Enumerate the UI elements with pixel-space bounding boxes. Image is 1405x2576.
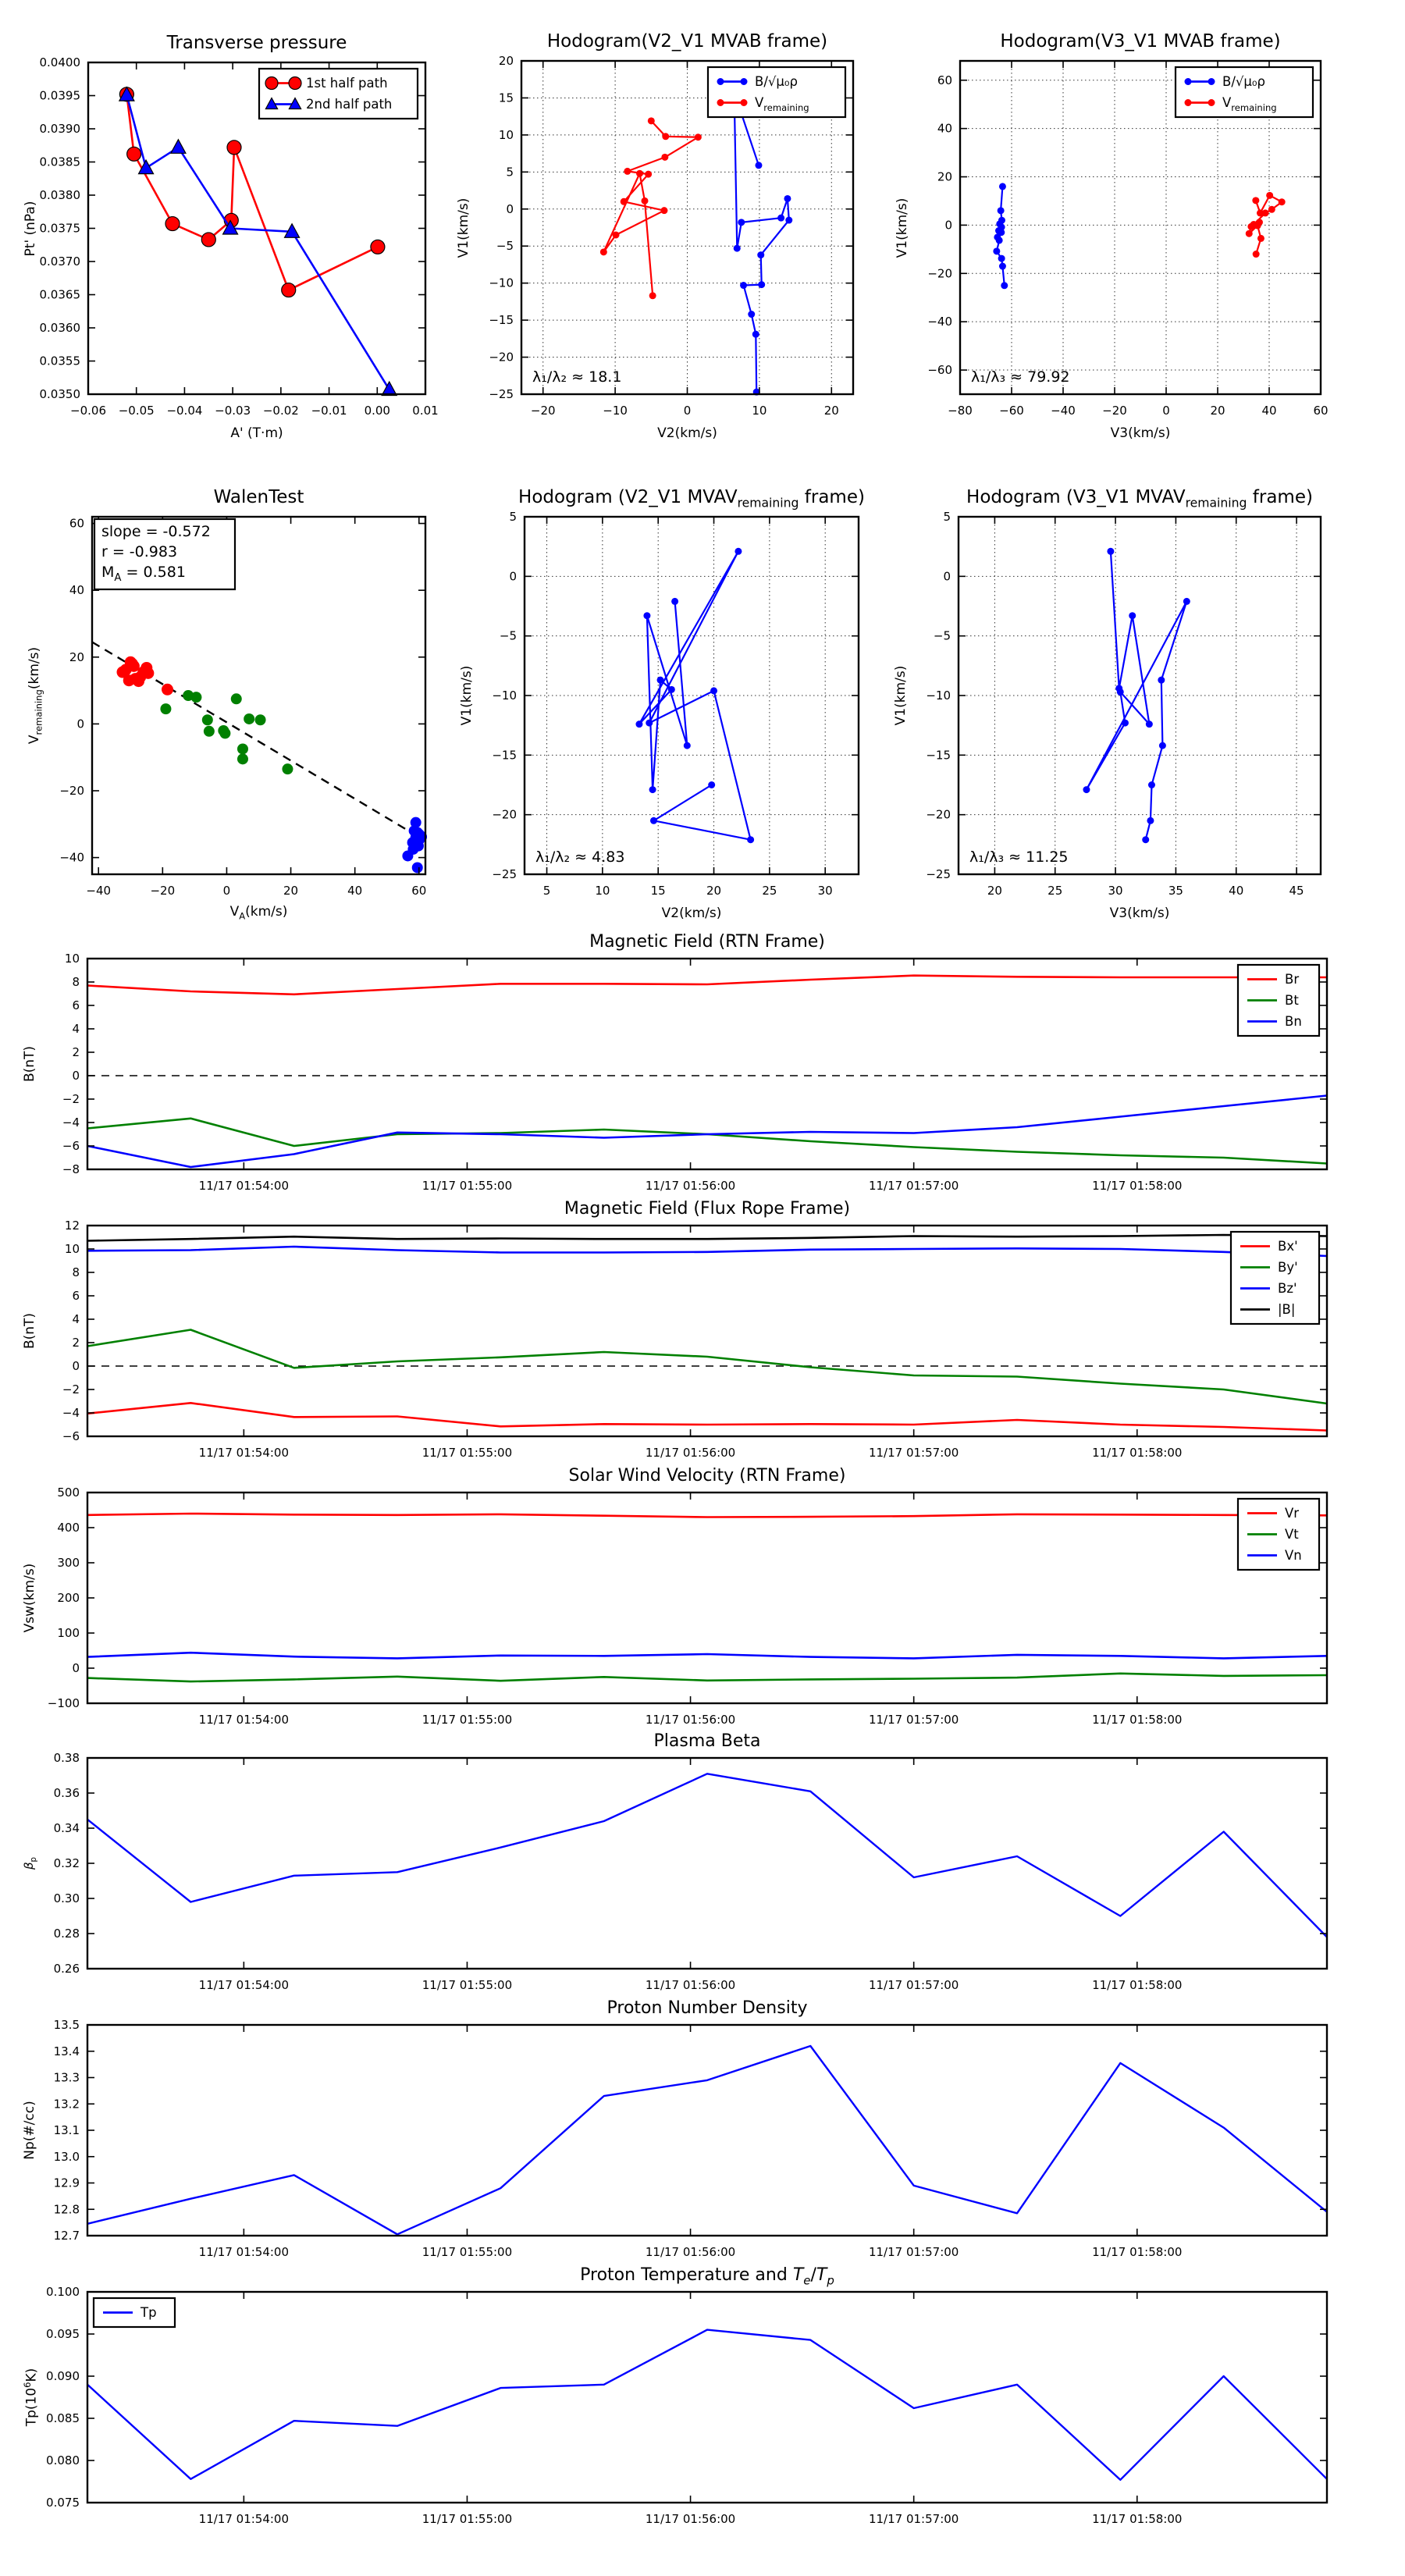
svg-text:11/17 01:55:00: 11/17 01:55:00 [422, 1978, 513, 1992]
svg-text:0.38: 0.38 [53, 1751, 80, 1765]
svg-text:100: 100 [57, 1626, 80, 1640]
svg-text:5: 5 [943, 510, 951, 524]
svg-text:Vremaining: $V_{remaining}$ [1222, 95, 1277, 113]
svg-text:300: 300 [57, 1556, 80, 1570]
svg-text:r = -0.983: r = -0.983 [101, 543, 178, 560]
svg-text:−15: −15 [926, 748, 951, 763]
panel-title: Proton Number Density [606, 1998, 808, 2018]
svg-text:1st half path: 1st half path [306, 76, 388, 91]
panel-title: Hodogram (V3_V1 $MVAV_{remaining}$ frame) [966, 487, 1313, 511]
svg-text:5: 5 [509, 510, 517, 524]
svg-text:10: 10 [752, 404, 767, 418]
svg-text:0.0365: 0.0365 [39, 287, 80, 302]
svg-text:0.080: 0.080 [46, 2453, 80, 2467]
svg-text:−8: −8 [62, 1162, 80, 1176]
svg-text:−40: −40 [927, 315, 952, 329]
svg-text:−10: −10 [489, 276, 514, 290]
svg-text:−5: −5 [933, 628, 951, 643]
svg-text:25: 25 [762, 884, 777, 898]
panel-hodogram-v2v1-mvab: Hodogram(V2_V1 MVAB frame) V1(km/s) V2(km/s) −20 −10 0 10 20 −25 −20 −15 −10 −5 0 5 10 15 20 λ₁/λ₂ ≈ 18.1 B/√μ₀ρ $V_{remaining}$ [521, 61, 853, 394]
hodogram-v2v1-mvab-plot [443, 37, 877, 443]
svg-text:−6: −6 [62, 1429, 80, 1443]
svg-text:−5: −5 [499, 628, 517, 643]
svg-text:11/17 01:57:00: 11/17 01:57:00 [868, 2245, 959, 2259]
svg-text:−2: −2 [62, 1382, 80, 1397]
svg-text:MA = 0.581: $M_A = 0.581$ [101, 564, 186, 584]
svg-text:−25: −25 [492, 867, 517, 881]
svg-text:13.4: 13.4 [53, 2044, 80, 2058]
x-axis-label: $V_A(km/s)$ [229, 903, 288, 921]
svg-text:−40: −40 [1051, 404, 1076, 418]
svg-text:−20: −20 [530, 404, 556, 418]
panel-plasma-beta: Plasma Beta $\beta_p$ 11/17 01:54:00 11/17 01:55:00 11/17 01:56:00 11/17 01:57:00 11/17 01:58:00 0.26 0.28 0.30 0.32 0.34 0.36 0.38 [87, 1758, 1327, 1969]
svg-text:20: 20 [1210, 404, 1225, 418]
svg-text:11/17 01:56:00: 11/17 01:56:00 [645, 1713, 736, 1727]
svg-text:500: 500 [57, 1485, 80, 1500]
svg-text:−20: −20 [1102, 404, 1127, 418]
svg-text:−15: −15 [489, 313, 514, 328]
svg-text:12: 12 [64, 1219, 80, 1233]
x-axis-label: A' (T·m) [230, 425, 283, 441]
proton-temperature-plot [9, 2268, 1350, 2551]
svg-text:20: 20 [706, 884, 722, 898]
svg-text:0: 0 [943, 569, 951, 584]
svg-text:10: 10 [64, 1242, 80, 1256]
svg-text:−6: −6 [62, 1139, 80, 1153]
svg-text:Br: Br [1285, 972, 1300, 987]
svg-text:|B|: |B| [1278, 1302, 1296, 1317]
panel-hodogram-v3v1-mvav: Hodogram (V3_V1 $MVAV_{remaining}$ frame) V1(km/s) V3(km/s) 20 25 30 35 40 45 −25 −20 −15 −10 −5 0 5 λ₁/λ₃ ≈ 11.25 [959, 517, 1321, 874]
svg-text:11/17 01:55:00: 11/17 01:55:00 [422, 2245, 513, 2259]
svg-text:30: 30 [817, 884, 833, 898]
svg-text:−0.05: −0.05 [118, 404, 155, 418]
x-axis-label: V2(km/s) [657, 425, 717, 441]
svg-text:−20: −20 [489, 350, 514, 365]
svg-text:−20: −20 [926, 807, 951, 822]
svg-text:−10: −10 [492, 688, 517, 703]
transverse-pressure-plot [10, 39, 449, 443]
svg-text:200: 200 [57, 1591, 80, 1605]
magnetic-field-rtn-plot [9, 935, 1350, 1218]
panel-title: Transverse pressure [166, 33, 347, 53]
panel-title: Hodogram (V2_V1 $MVAV_{remaining}$ frame) [518, 487, 865, 511]
panel-transverse-pressure: Transverse pressure Pt' (nPa) A' (T·m) −0.06 −0.05 −0.04 −0.03 −0.02 −0.01 0.00 0.01 0.0350 0.0355 0.0360 0.0365 0.0370 0.0375 0.0380 0.0385 0.0390 0.0395 0.0400 1st half path 2nd half path [88, 62, 425, 394]
svg-text:0: 0 [944, 218, 952, 233]
svg-text:11/17 01:54:00: 11/17 01:54:00 [198, 1978, 290, 1992]
panel-title: Proton Temperature and $T_e/T_p$ [580, 2265, 834, 2288]
svg-text:λ₁/λ₃ ≈ 11.25: λ₁/λ₃ ≈ 11.25 [969, 849, 1069, 866]
svg-text:11/17 01:54:00: 11/17 01:54:00 [198, 2245, 290, 2259]
svg-text:0.00: 0.00 [364, 404, 390, 418]
svg-text:−60: −60 [927, 363, 952, 378]
svg-text:11/17 01:56:00: 11/17 01:56:00 [645, 2245, 736, 2259]
svg-text:0.26: 0.26 [53, 1962, 80, 1976]
svg-text:11/17 01:58:00: 11/17 01:58:00 [1092, 2245, 1183, 2259]
svg-text:Vremaining: $V_{remaining}$ [755, 95, 809, 113]
svg-text:400: 400 [57, 1521, 80, 1535]
svg-text:60: 60 [69, 516, 84, 531]
svg-text:0.085: 0.085 [46, 2411, 80, 2425]
svg-text:15: 15 [650, 884, 666, 898]
svg-text:−0.01: −0.01 [311, 404, 347, 418]
svg-text:13.2: 13.2 [53, 2097, 80, 2112]
panel-proton-number-density: Proton Number Density Np(#/cc) 11/17 01:54:00 11/17 01:55:00 11/17 01:56:00 11/17 01:57:00 11/17 01:58:00 12.7 12.8 12.9 13.0 13.1 13.2 13.3 13.4 13.5 [87, 2025, 1327, 2236]
svg-text:−0.03: −0.03 [215, 404, 251, 418]
svg-text:−4: −4 [62, 1115, 80, 1130]
svg-text:0: 0 [76, 717, 84, 731]
svg-text:2nd half path: 2nd half path [306, 97, 393, 112]
svg-text:11/17 01:57:00: 11/17 01:57:00 [868, 1978, 959, 1992]
svg-text:0: 0 [683, 404, 692, 418]
svg-text:25: 25 [1048, 884, 1063, 898]
svg-text:20: 20 [283, 884, 299, 898]
svg-text:−2: −2 [62, 1092, 80, 1106]
svg-text:6: 6 [72, 998, 80, 1012]
svg-text:Bn: Bn [1285, 1014, 1302, 1029]
svg-text:λ₁/λ₂ ≈ 4.83: λ₁/λ₂ ≈ 4.83 [535, 849, 625, 866]
hodogram-v3v1-mvav-plot [880, 493, 1344, 923]
svg-text:−0.02: −0.02 [262, 404, 299, 418]
svg-text:Bx': Bx' [1278, 1239, 1298, 1254]
svg-text:0.095: 0.095 [46, 2327, 80, 2341]
svg-text:0.0395: 0.0395 [39, 88, 80, 103]
svg-text:−40: −40 [86, 884, 112, 898]
svg-text:40: 40 [69, 583, 84, 598]
svg-text:0.0390: 0.0390 [39, 122, 80, 136]
panel-proton-temperature: Proton Temperature and $T_e/T_p$ $Tp(10^6K)$ 11/17 01:54:00 11/17 01:55:00 11/17 01:56:00 11/17 01:57:00 11/17 01:58:00 0.075 0.080 0.085 0.090 0.095 0.100 Tp [87, 2292, 1327, 2503]
svg-text:−40: −40 [59, 850, 84, 865]
svg-text:0.0385: 0.0385 [39, 155, 80, 169]
svg-text:−10: −10 [926, 688, 951, 703]
svg-text:8: 8 [72, 975, 80, 989]
svg-text:0.01: 0.01 [412, 404, 439, 418]
svg-text:11/17 01:56:00: 11/17 01:56:00 [645, 1179, 736, 1193]
svg-text:−25: −25 [489, 387, 514, 401]
svg-text:0: 0 [506, 201, 514, 216]
svg-text:15: 15 [498, 91, 514, 105]
svg-text:13.0: 13.0 [53, 2149, 80, 2164]
svg-text:40: 40 [1229, 884, 1244, 898]
svg-text:10: 10 [595, 884, 610, 898]
svg-text:0.0400: 0.0400 [39, 55, 80, 69]
svg-text:11/17 01:56:00: 11/17 01:56:00 [645, 1978, 736, 1992]
x-axis-label: V3(km/s) [1109, 906, 1170, 921]
svg-text:Vt: Vt [1285, 1527, 1299, 1542]
svg-text:slope = -0.572: slope = -0.572 [101, 523, 211, 540]
svg-text:60: 60 [411, 884, 427, 898]
svg-text:Vn: Vn [1285, 1548, 1302, 1563]
svg-text:11/17 01:57:00: 11/17 01:57:00 [868, 2512, 959, 2526]
panel-hodogram-v2v1-mvav: Hodogram (V2_V1 $MVAV_{remaining}$ frame) V1(km/s) V2(km/s) 5 10 15 20 25 30 −25 −20 −15 −10 −5 0 5 λ₁/λ₂ ≈ 4.83 [525, 517, 859, 874]
svg-text:−80: −80 [948, 404, 973, 418]
svg-text:0: 0 [72, 1069, 80, 1083]
svg-text:11/17 01:58:00: 11/17 01:58:00 [1092, 1713, 1183, 1727]
panel-title: Magnetic Field (Flux Rope Frame) [564, 1199, 851, 1219]
svg-text:5: 5 [542, 884, 551, 898]
x-axis-label: V2(km/s) [661, 906, 722, 921]
svg-text:40: 40 [1261, 404, 1277, 418]
svg-text:13.3: 13.3 [53, 2070, 80, 2085]
svg-text:10: 10 [498, 127, 514, 142]
svg-text:0.36: 0.36 [53, 1786, 80, 1800]
svg-text:0.32: 0.32 [53, 1856, 80, 1870]
svg-text:20: 20 [823, 404, 839, 418]
svg-text:0.075: 0.075 [46, 2496, 80, 2510]
svg-text:Vr: Vr [1285, 1506, 1300, 1521]
svg-text:11/17 01:54:00: 11/17 01:54:00 [198, 1713, 290, 1727]
svg-text:−60: −60 [999, 404, 1024, 418]
svg-text:−100: −100 [47, 1696, 80, 1710]
panel-title: Plasma Beta [653, 1731, 761, 1751]
svg-text:40: 40 [937, 121, 952, 136]
svg-text:0.090: 0.090 [46, 2369, 80, 2383]
svg-text:0.100: 0.100 [46, 2285, 80, 2299]
svg-text:−0.04: −0.04 [166, 404, 203, 418]
svg-text:11/17 01:57:00: 11/17 01:57:00 [868, 1179, 959, 1193]
svg-text:13.1: 13.1 [53, 2123, 80, 2137]
svg-text:60: 60 [1313, 404, 1329, 418]
svg-text:6: 6 [72, 1289, 80, 1303]
svg-text:11/17 01:55:00: 11/17 01:55:00 [422, 1713, 513, 1727]
panel-title: Hodogram(V2_V1 MVAB frame) [546, 31, 828, 52]
magnetic-field-flux-rope-plot [9, 1202, 1350, 1485]
svg-text:10: 10 [64, 952, 80, 966]
svg-text:2: 2 [72, 1336, 80, 1350]
panel-solar-wind-velocity: Solar Wind Velocity (RTN Frame) Vsw(km/s) 11/17 01:54:00 11/17 01:55:00 11/17 01:56:00 11/17 01:57:00 11/17 01:58:00 −100 0 100 200 300 400 500 Vr Vt Vn [87, 1493, 1327, 1703]
svg-text:0.30: 0.30 [53, 1891, 80, 1905]
svg-text:0.34: 0.34 [53, 1821, 80, 1835]
walen-test-plot [14, 493, 449, 923]
svg-text:−10: −10 [603, 404, 628, 418]
svg-text:Bz': Bz' [1278, 1281, 1297, 1296]
svg-text:11/17 01:56:00: 11/17 01:56:00 [645, 2512, 736, 2526]
svg-text:Bt: Bt [1285, 993, 1299, 1008]
svg-text:0: 0 [72, 1661, 80, 1675]
svg-text:−20: −20 [59, 783, 84, 798]
svg-text:−20: −20 [927, 266, 952, 281]
panel-title: Hodogram(V3_V1 MVAB frame) [1000, 31, 1281, 52]
svg-text:11/17 01:57:00: 11/17 01:57:00 [868, 1713, 959, 1727]
svg-text:40: 40 [347, 884, 363, 898]
proton-number-density-plot [9, 2001, 1350, 2284]
svg-text:4: 4 [72, 1022, 80, 1036]
svg-text:0: 0 [222, 884, 231, 898]
hodogram-v3v1-mvab-plot [882, 37, 1344, 443]
svg-text:4: 4 [72, 1312, 80, 1326]
svg-text:λ₁/λ₃ ≈ 79.92: λ₁/λ₃ ≈ 79.92 [971, 368, 1070, 386]
svg-text:20: 20 [69, 649, 84, 664]
panel-walen-test: WalenTest $V_{remaining}(km/s)$ $V_A(km/s)$ −40 −20 0 20 40 60 −40 −20 0 20 40 60 slope = -0.572 r = -0.983 $M_A = 0.581$ [92, 517, 425, 874]
svg-text:0.0370: 0.0370 [39, 254, 80, 269]
svg-text:11/17 01:56:00: 11/17 01:56:00 [645, 1446, 736, 1460]
svg-text:−0.06: −0.06 [70, 404, 106, 418]
svg-text:By': By' [1278, 1260, 1298, 1275]
svg-text:−4: −4 [62, 1406, 80, 1420]
solar-wind-velocity-plot [9, 1469, 1350, 1752]
svg-text:60: 60 [937, 73, 952, 87]
svg-text:11/17 01:58:00: 11/17 01:58:00 [1092, 2512, 1183, 2526]
svg-text:0.0355: 0.0355 [39, 354, 80, 368]
svg-text:13.5: 13.5 [53, 2018, 80, 2032]
svg-text:0.28: 0.28 [53, 1927, 80, 1941]
svg-text:−5: −5 [496, 239, 514, 254]
svg-text:Tp: Tp [140, 2305, 157, 2320]
panel-title: Solar Wind Velocity (RTN Frame) [568, 1466, 846, 1485]
svg-text:20: 20 [498, 54, 514, 68]
svg-text:0.0375: 0.0375 [39, 221, 80, 236]
svg-text:11/17 01:55:00: 11/17 01:55:00 [422, 1446, 513, 1460]
panel-title: WalenTest [213, 487, 304, 507]
svg-text:0: 0 [1162, 404, 1170, 418]
svg-text:12.7: 12.7 [53, 2229, 80, 2243]
svg-text:2: 2 [72, 1045, 80, 1059]
svg-text:−25: −25 [926, 867, 951, 881]
panel-magnetic-field-rtn: Magnetic Field (RTN Frame) B(nT) 11/17 01:54:00 11/17 01:55:00 11/17 01:56:00 11/17 01:57:00 11/17 01:58:00 −8 −6 −4 −2 0 2 4 6 8 10 Br Bt Bn [87, 959, 1327, 1169]
svg-text:45: 45 [1289, 884, 1304, 898]
svg-text:0: 0 [72, 1359, 80, 1373]
svg-text:0: 0 [509, 569, 517, 584]
svg-text:11/17 01:54:00: 11/17 01:54:00 [198, 1179, 290, 1193]
panel-title: Magnetic Field (RTN Frame) [589, 932, 825, 952]
svg-text:−15: −15 [492, 748, 517, 763]
plasma-beta-plot [9, 1735, 1350, 2017]
svg-text:0.0350: 0.0350 [39, 387, 80, 401]
svg-text:11/17 01:58:00: 11/17 01:58:00 [1092, 1446, 1183, 1460]
svg-text:11/17 01:55:00: 11/17 01:55:00 [422, 1179, 513, 1193]
svg-text:−20: −20 [150, 884, 176, 898]
svg-text:11/17 01:58:00: 11/17 01:58:00 [1092, 1978, 1183, 1992]
svg-text:5: 5 [506, 165, 514, 180]
svg-text:11/17 01:54:00: 11/17 01:54:00 [198, 1446, 290, 1460]
svg-text:11/17 01:54:00: 11/17 01:54:00 [198, 2512, 290, 2526]
panel-magnetic-field-flux-rope: Magnetic Field (Flux Rope Frame) B(nT) 11/17 01:54:00 11/17 01:55:00 11/17 01:56:00 11/17 01:57:00 11/17 01:58:00 −6 −4 −2 0 2 4 6 8 10 12 Bx' By' Bz' |B| [87, 1226, 1327, 1436]
svg-text:B/√μ₀ρ: B/√μ₀ρ [1222, 74, 1265, 89]
svg-text:30: 30 [1108, 884, 1123, 898]
svg-text:35: 35 [1168, 884, 1183, 898]
svg-text:8: 8 [72, 1265, 80, 1279]
svg-text:−20: −20 [492, 807, 517, 822]
svg-text:B/√μ₀ρ: B/√μ₀ρ [755, 74, 798, 89]
svg-text:λ₁/λ₂ ≈ 18.1: λ₁/λ₂ ≈ 18.1 [532, 368, 622, 386]
svg-text:12.8: 12.8 [53, 2202, 80, 2217]
svg-text:11/17 01:57:00: 11/17 01:57:00 [868, 1446, 959, 1460]
svg-text:12.9: 12.9 [53, 2176, 80, 2190]
panel-hodogram-v3v1-mvab: Hodogram(V3_V1 MVAB frame) V1(km/s) V3(km/s) −80 −60 −40 −20 0 20 40 60 −60 −40 −20 0 20 40 60 λ₁/λ₃ ≈ 79.92 B/√μ₀ρ $V_{remaining}$ [960, 61, 1321, 394]
x-axis-label: V3(km/s) [1110, 425, 1171, 441]
svg-text:0.0360: 0.0360 [39, 321, 80, 335]
svg-text:11/17 01:58:00: 11/17 01:58:00 [1092, 1179, 1183, 1193]
svg-text:20: 20 [987, 884, 1002, 898]
svg-text:20: 20 [937, 169, 952, 184]
hodogram-v2v1-mvav-plot [446, 493, 882, 923]
svg-text:11/17 01:55:00: 11/17 01:55:00 [422, 2512, 513, 2526]
svg-text:0.0380: 0.0380 [39, 188, 80, 202]
